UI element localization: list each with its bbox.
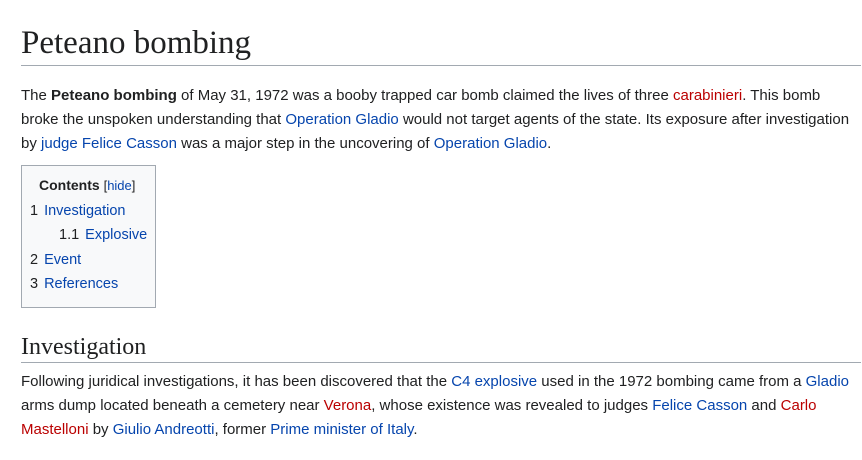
link-felice-casson[interactable]: Felice Casson — [652, 397, 748, 414]
link-c4-explosive[interactable]: C4 explosive — [451, 373, 538, 390]
toc-link[interactable]: Event — [44, 252, 82, 268]
text-span: Following juridical investigations, it has been discovered that the — [21, 373, 452, 390]
text-span: The — [21, 87, 52, 104]
link-gladio[interactable]: Gladio — [805, 373, 849, 390]
text-span: . — [413, 421, 418, 438]
text-span: . — [547, 135, 552, 152]
link-judge-felice-casson[interactable]: judge Felice Casson — [41, 135, 177, 152]
bold-title: Peteano bombing — [51, 87, 177, 104]
link-prime-minister-of-italy[interactable]: Prime minister of Italy — [270, 421, 414, 438]
text-span: and — [747, 397, 781, 414]
link-operation-gladio-2[interactable]: Operation Gladio — [433, 135, 548, 152]
toc-number: 1 — [30, 203, 39, 219]
investigation-paragraph — [21, 370, 861, 442]
text-span: by — [88, 421, 113, 438]
intro-paragraph — [21, 84, 861, 156]
link-operation-gladio[interactable]: Operation Gladio — [285, 111, 399, 128]
page-title: Peteano bombing — [21, 23, 861, 66]
toc-title — [39, 177, 135, 193]
toc-bracket: ] — [131, 178, 136, 193]
toc-title-label: Contents — [39, 177, 100, 193]
text-span: was a major step in the uncovering of — [176, 135, 434, 152]
toc-hide-toggle — [104, 178, 136, 193]
text-span: would not target agents of the state. Its exposure after investigation by — [21, 111, 850, 152]
toc-item-explosive[interactable] — [59, 227, 147, 243]
toc-bracket: [ — [103, 178, 108, 193]
link-carlo-mastelloni[interactable]: Carlo Mastelloni — [21, 397, 817, 438]
section-heading-investigation: Investigation — [21, 332, 861, 363]
toc-item-investigation[interactable] — [30, 203, 126, 219]
toc-number: 3 — [30, 276, 39, 292]
link-giulio-andreotti[interactable]: Giulio Andreotti — [112, 421, 215, 438]
toc-number: 1.1 — [59, 227, 80, 243]
table-of-contents — [21, 165, 156, 308]
toc-link[interactable]: Explosive — [85, 227, 148, 243]
toc-item-event[interactable] — [30, 252, 81, 268]
toc-item-references[interactable] — [30, 276, 118, 292]
toc-link[interactable]: Investigation — [44, 203, 126, 219]
text-span: used in the 1972 bombing came from a — [537, 373, 806, 390]
link-carabinieri[interactable]: carabinieri — [672, 87, 743, 104]
toc-hide-link[interactable]: hide — [107, 178, 132, 193]
toc-link[interactable]: References — [44, 276, 119, 292]
text-span: of May 31, 1972 was a booby trapped car bomb claimed the lives of three — [176, 87, 673, 104]
text-span: arms dump located beneath a cemetery near — [21, 397, 324, 414]
link-verona[interactable]: Verona — [323, 397, 372, 414]
text-span: , former — [214, 421, 271, 438]
text-span: . This bomb broke the unspoken understanding that — [21, 87, 821, 128]
text-span: , whose existence was revealed to judges — [371, 397, 653, 414]
toc-number: 2 — [30, 252, 39, 268]
